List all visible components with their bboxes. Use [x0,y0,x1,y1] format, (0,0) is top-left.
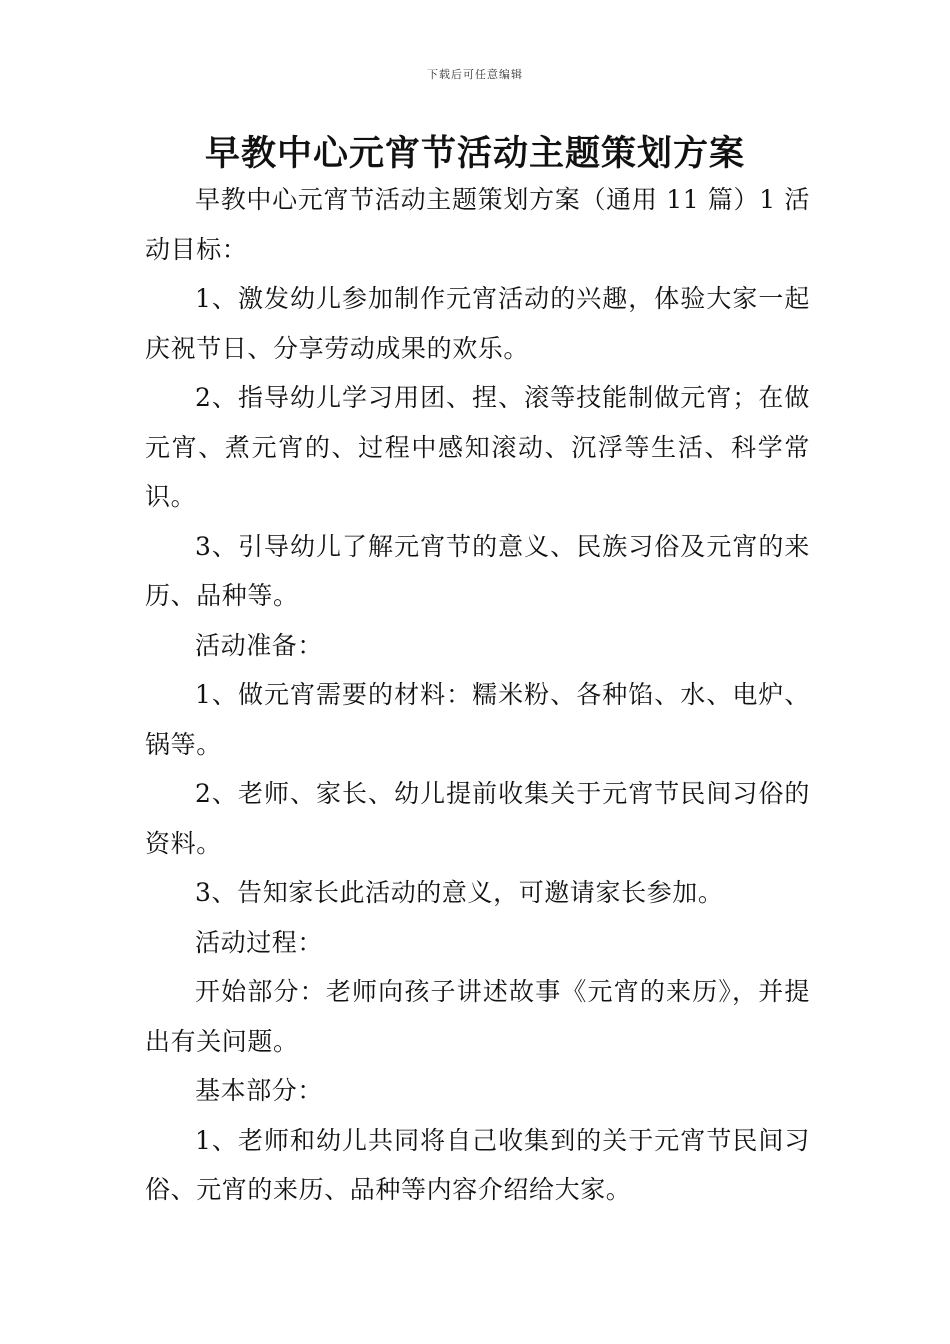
section-heading: 活动准备： [195,630,324,660]
section-heading: 活动过程： [195,927,324,957]
paragraph: 1、做元宵需要的材料：糯米粉、各种馅、水、电炉、锅等。 [145,680,810,759]
paragraph: 早教中心元宵节活动主题策划方案（通用 11 篇）1 活动目标： [145,185,810,264]
document-body [145,175,810,1215]
paragraph: 开始部分：老师向孩子讲述故事《元宵的来历》，并提出有关问题。 [145,977,810,1056]
paragraph: 1、老师和幼儿共同将自己收集到的关于元宵节民间习俗、元宵的来历、品种等内容介绍给大家。 [145,1125,810,1204]
paragraph: 2、老师、家长、幼儿提前收集关于元宵节民间习俗的资料。 [145,779,810,858]
paragraph: 1、激发幼儿参加制作元宵活动的兴趣，体验大家一起庆祝节日、分享劳动成果的欢乐。 [145,284,810,363]
paragraph: 3、引导幼儿了解元宵节的意义、民族习俗及元宵的来历、品种等。 [145,531,810,610]
paragraph: 3、告知家长此活动的意义，可邀请家长参加。 [195,878,724,907]
section-heading: 基本部分： [195,1076,324,1105]
paragraph: 2、指导幼儿学习用团、捏、滚等技能制做元宵；在做元宵、煮元宵的、过程中感知滚动、沉浮等生活、科学常识。 [145,383,810,511]
header-note: 下载后可任意编辑 [427,68,523,81]
document-title: 早教中心元宵节活动主题策划方案 [204,134,745,174]
